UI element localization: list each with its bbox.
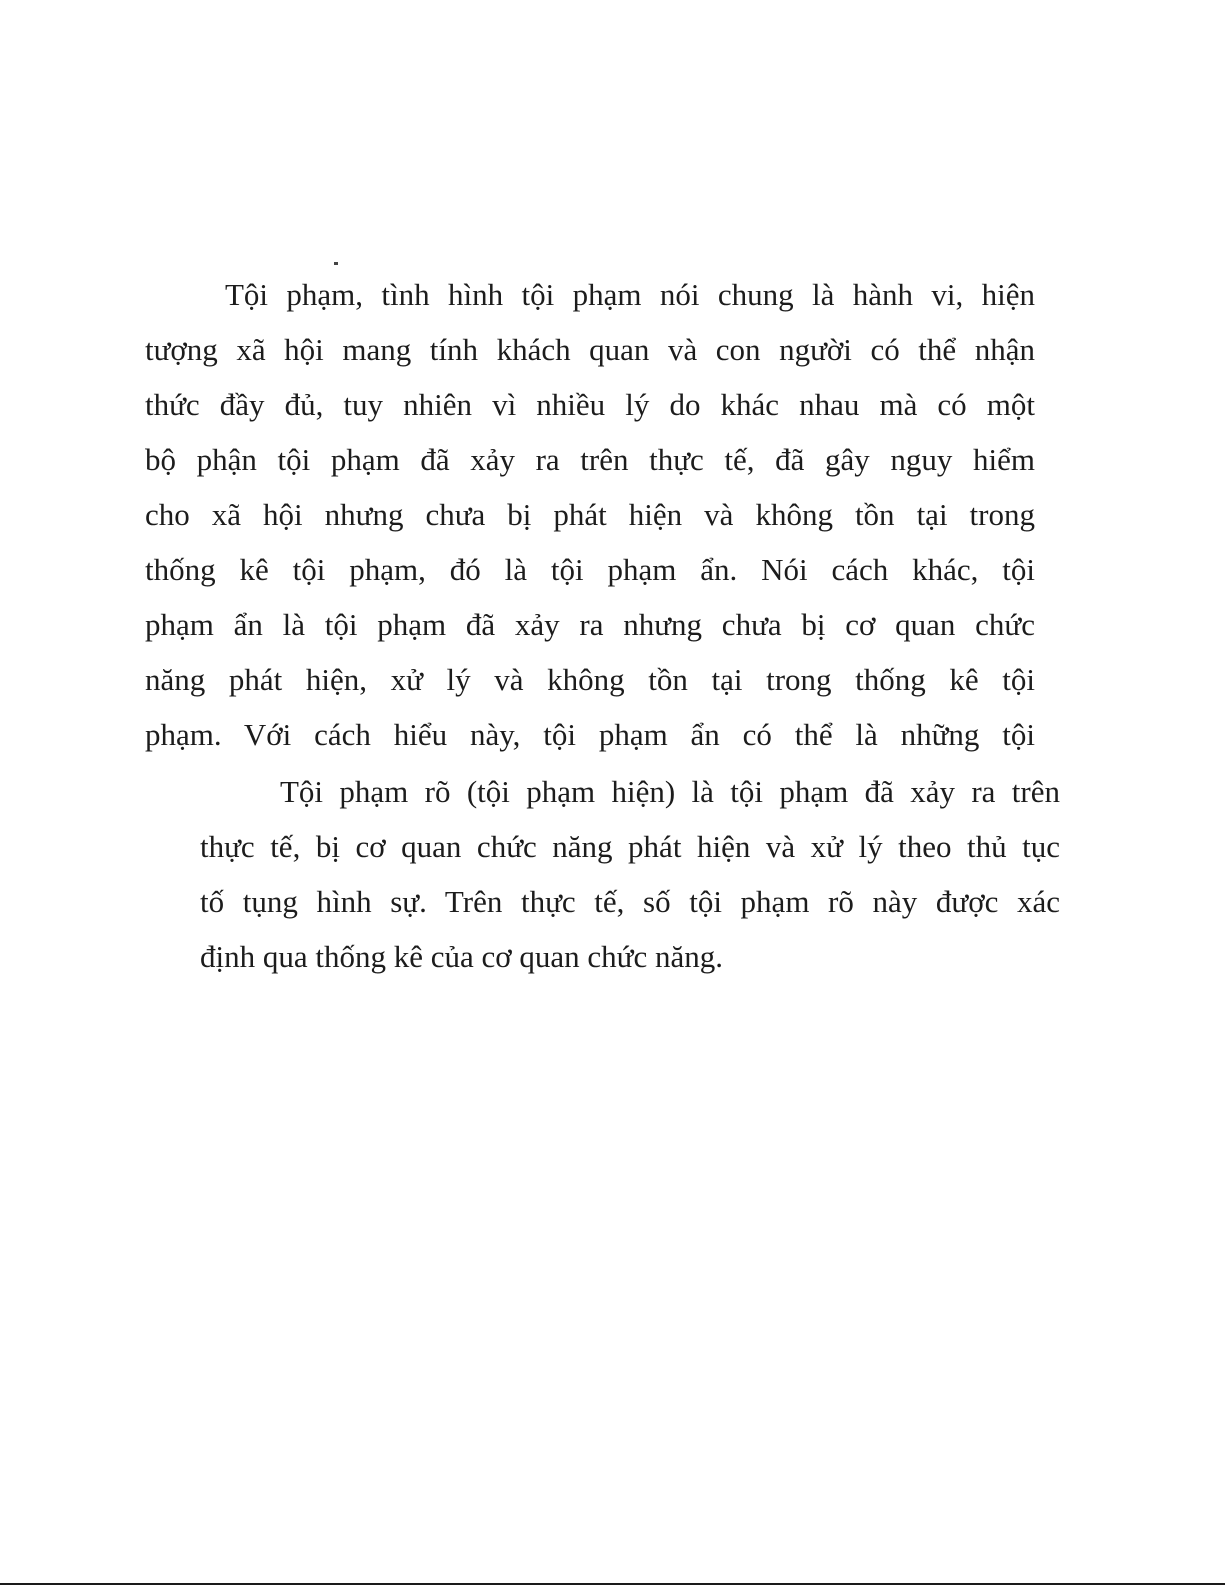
- text-line: phạm ẩn là tội phạm đã xảy ra nhưng chưa bị cơ quan chức: [145, 607, 1035, 642]
- text-line: thống kê tội phạm, đó là tội phạm ẩn. Nói cách khác, tội: [145, 552, 1035, 587]
- text-line: tượng xã hội mang tính khách quan và con người có thể nhận: [145, 332, 1035, 367]
- text-line: thực tế, bị cơ quan chức năng phát hiện và xử lý theo thủ tục: [200, 829, 1060, 864]
- text-line: tố tụng hình sự. Trên thực tế, số tội phạm rõ này được xác: [200, 884, 1060, 919]
- paragraph-hidden-crime: [145, 267, 1035, 762]
- text-line: năng phát hiện, xử lý và không tồn tại trong thống kê tội: [145, 662, 1035, 697]
- paragraph-visible-crime: [200, 764, 1060, 984]
- text-line: định qua thống kê của cơ quan chức năng.: [200, 939, 724, 974]
- text-line: cho xã hội nhưng chưa bị phát hiện và không tồn tại trong: [145, 497, 1035, 532]
- text-line: bộ phận tội phạm đã xảy ra trên thực tế, đã gây nguy hiểm: [145, 442, 1035, 477]
- text-line: thức đầy đủ, tuy nhiên vì nhiều lý do khác nhau mà có một: [145, 387, 1035, 422]
- scan-speck: [334, 262, 338, 265]
- text-line: Tội phạm rõ (tội phạm hiện) là tội phạm đã xảy ra trên: [280, 774, 1060, 809]
- text-line: phạm. Với cách hiểu này, tội phạm ẩn có thể là những tội: [145, 717, 1035, 752]
- text-line: Tội phạm, tình hình tội phạm nói chung là hành vi, hiện: [225, 277, 1035, 312]
